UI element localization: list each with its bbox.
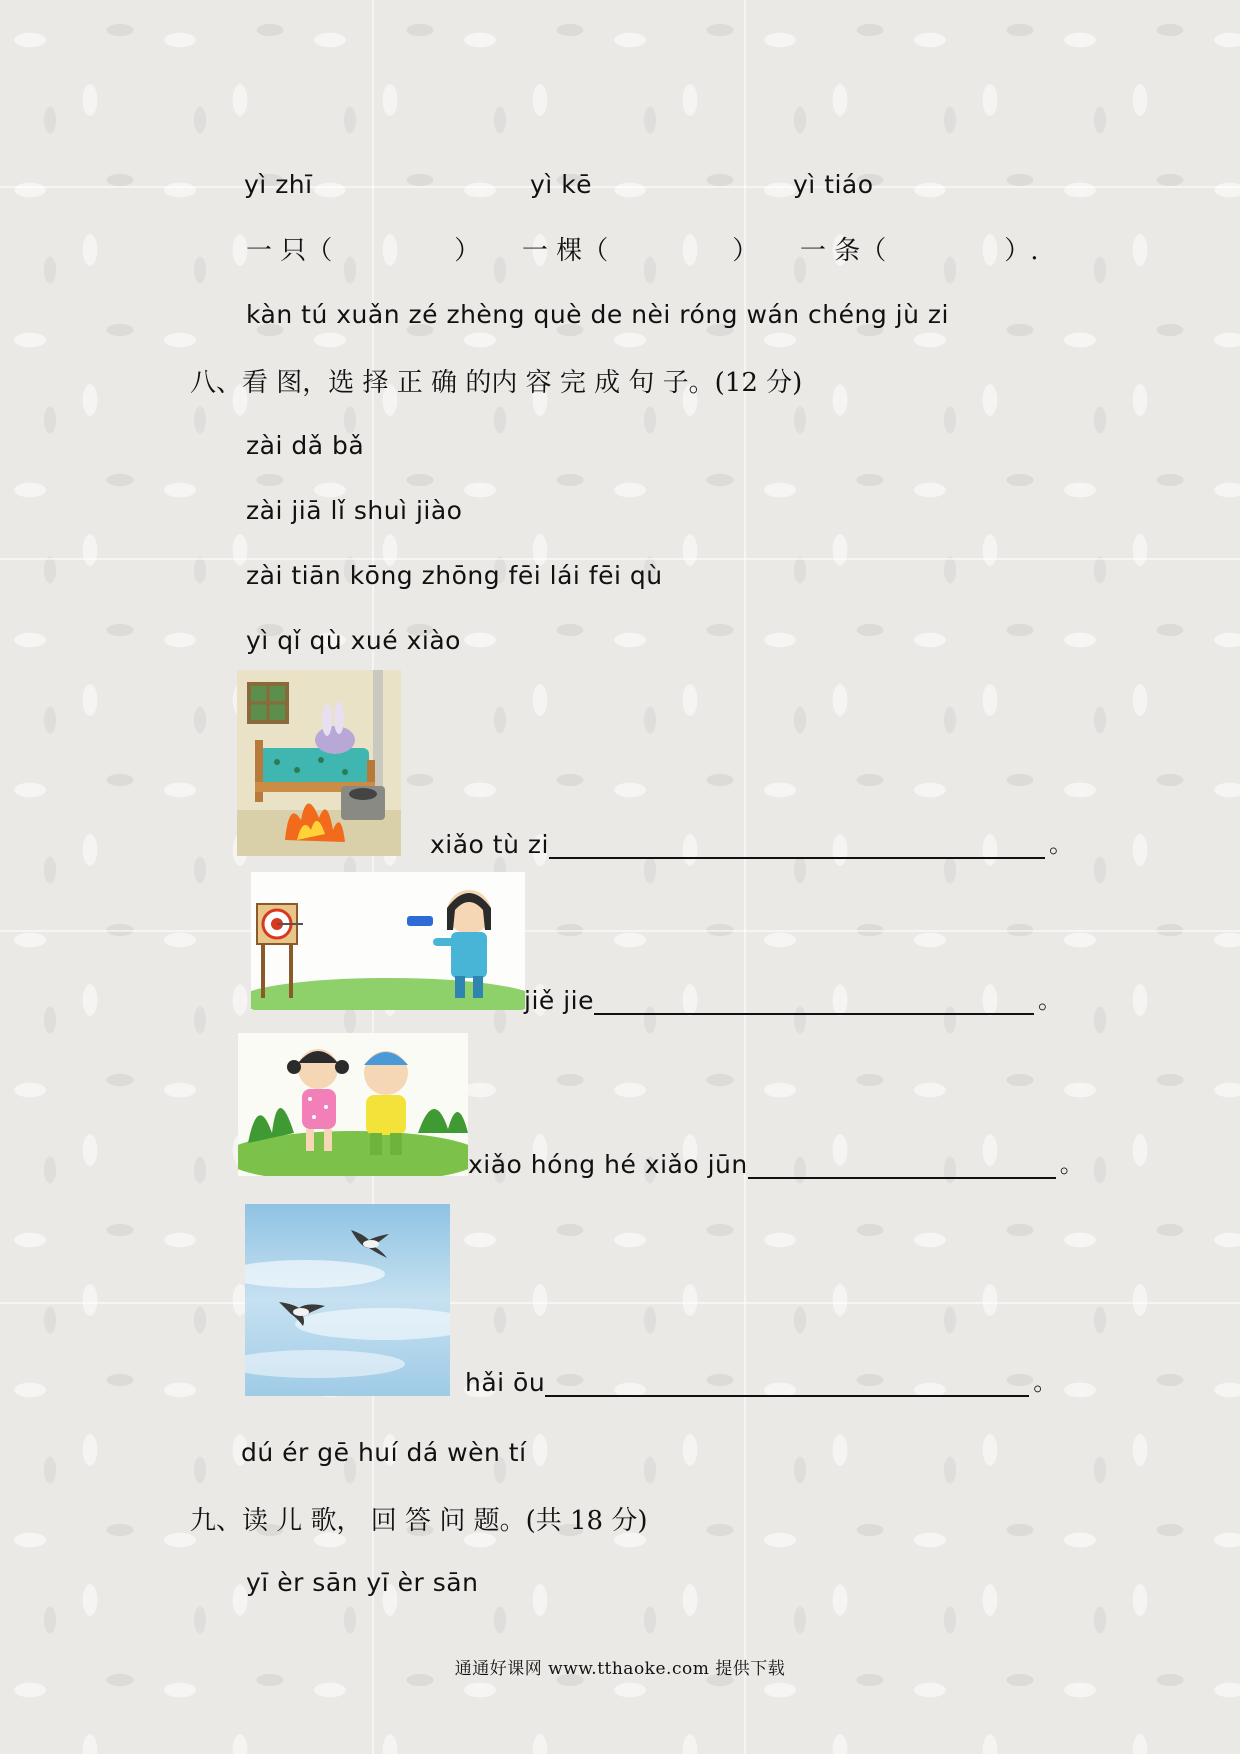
- section8-pinyin: kàn tú xuǎn zé zhèng què de nèi róng wán chéng jù zi: [246, 300, 949, 329]
- option-c: zài tiān kōng zhōng fēi lái fēi qù: [246, 561, 663, 590]
- measure-item-label: 一 条（: [800, 236, 887, 266]
- answer-line-3[interactable]: [748, 1153, 1056, 1179]
- section8-heading: 八、看 图，选 择 正 确 的内 容 完 成 句 子。(12 分): [190, 368, 803, 398]
- answer-line-1[interactable]: [549, 833, 1045, 859]
- measure-item-label: 一 只（: [246, 236, 333, 266]
- measure-item-tiao: [800, 230, 1039, 267]
- pinyin-yi-ke: yì kē: [530, 170, 593, 199]
- children-walking-picture: [238, 1033, 468, 1176]
- background-seam: [0, 1302, 1240, 1304]
- pinyin-yi-tiao: yì tiáo: [793, 170, 874, 199]
- measure-item-close: ）.: [1004, 236, 1039, 266]
- question-end: 。: [1059, 1150, 1084, 1178]
- option-d: yì qǐ qù xué xiào: [246, 626, 461, 655]
- poem-line-pinyin: yī èr sān yī èr sān: [246, 1568, 479, 1597]
- background-seam: [0, 558, 1240, 560]
- question-row-4: [465, 1362, 1057, 1397]
- question-end: 。: [1038, 986, 1062, 1014]
- rabbit-bed-fire-picture: [237, 670, 401, 856]
- question-end: 。: [1033, 1368, 1058, 1396]
- question-subject: xiǎo hóng hé xiǎo jūn: [468, 1150, 748, 1179]
- question-subject: jiě jie: [524, 986, 594, 1015]
- question-end: 。: [1048, 830, 1073, 858]
- measure-item-ke: [522, 230, 758, 267]
- section9-heading: 九、读 儿 歌， 回 答 问 题。(共 18 分): [190, 1506, 648, 1536]
- measure-item-label: 一 棵（: [522, 236, 609, 266]
- background-seam: [0, 186, 1240, 188]
- background-seam: [0, 930, 1240, 932]
- question-row-2: [524, 980, 1062, 1015]
- option-b: zài jiā lǐ shuì jiào: [246, 496, 463, 525]
- section9-pinyin: dú ér gē huí dá wèn tí: [241, 1438, 527, 1467]
- question-row-3: [468, 1144, 1084, 1179]
- seagulls-sky-picture: [245, 1204, 450, 1396]
- option-a: zài dǎ bǎ: [246, 431, 365, 460]
- pinyin-yi-zhi: yì zhī: [244, 170, 313, 199]
- question-row-1: [430, 824, 1073, 859]
- measure-item-close: ）: [732, 236, 759, 266]
- footer-credit: 通通好课网 www.tthaoke.com 提供下载: [454, 1659, 786, 1679]
- question-subject: hǎi ōu: [465, 1368, 546, 1397]
- girl-target-picture: [251, 872, 525, 1010]
- answer-line-4[interactable]: [545, 1371, 1029, 1397]
- measure-item-zhi: [246, 230, 480, 267]
- answer-line-2[interactable]: [594, 989, 1034, 1015]
- measure-item-close: ）: [454, 236, 481, 266]
- question-subject: xiǎo tù zi: [430, 830, 549, 859]
